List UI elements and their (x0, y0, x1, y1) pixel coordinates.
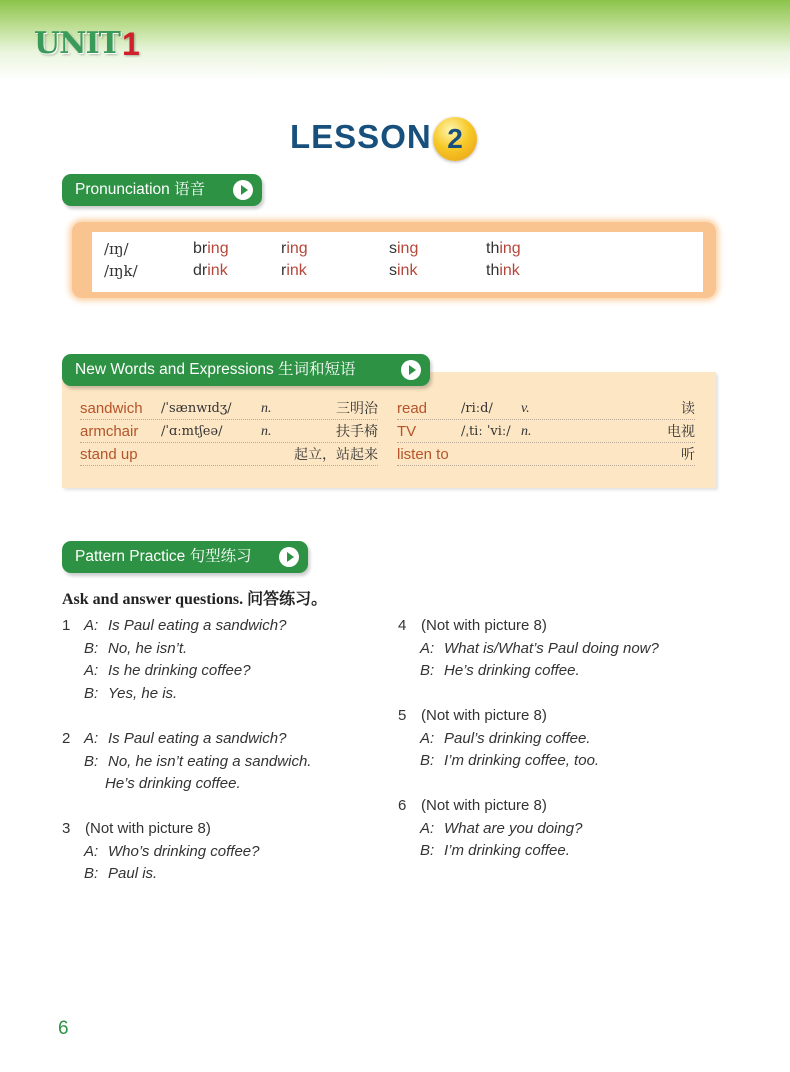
speaker-label: A: (420, 729, 435, 747)
word-sound: ing (286, 240, 308, 257)
play-audio-icon[interactable] (233, 180, 253, 200)
speaker-label: B: (84, 752, 99, 770)
dialogue-text: What are you doing? (444, 819, 583, 837)
vocab-word: read (397, 400, 428, 417)
practice-word (193, 240, 229, 258)
speaker-label: B: (420, 662, 435, 679)
practice-word (281, 240, 308, 258)
unit-number: 1 (122, 26, 140, 62)
word-sound: ing (397, 240, 419, 257)
exercise-number: 4 (398, 617, 407, 634)
exercise-number: 5 (398, 707, 407, 724)
practice-word (486, 240, 521, 258)
play-audio-icon[interactable] (401, 360, 421, 380)
vocab-word: armchair (80, 423, 139, 440)
dialogue-text: He’s drinking coffee. (105, 775, 241, 792)
word-stem: th (486, 262, 500, 279)
vocab-translation: 读 (681, 401, 695, 417)
vocab-word: sandwich (80, 400, 143, 417)
vocab-translation: 起立，站起来 (294, 447, 378, 463)
vocab-translation: 听 (681, 447, 695, 463)
word-stem: dr (193, 262, 208, 279)
page-number: 6 (58, 1018, 69, 1039)
word-stem: r (281, 262, 287, 279)
dialogue-text: I’m drinking coffee. (444, 842, 570, 859)
practice-word (486, 262, 520, 280)
vocab-part-of-speech: v. (521, 401, 530, 416)
speaker-label: B: (84, 865, 99, 882)
word-sound: ink (286, 262, 307, 279)
speaker-label: A: (84, 662, 99, 679)
speaker-label: A: (84, 730, 99, 747)
dialogue-text: Paul’s drinking coffee. (444, 729, 591, 747)
practice-word (389, 240, 418, 258)
pronunciation-table (92, 232, 703, 292)
vocab-phonetic: /ˈsænwɪdʒ/ (161, 401, 232, 416)
vocab-part-of-speech: n. (261, 401, 272, 416)
word-row (80, 422, 378, 443)
word-row (80, 399, 378, 420)
word-row (397, 445, 695, 466)
vocab-phonetic: /ˈɑːmtʃeə/ (161, 424, 223, 439)
unit-label: UNIT (34, 26, 120, 61)
dialogue-text: What is/What’s Paul doing now? (444, 639, 659, 657)
speaker-label: A: (420, 819, 435, 837)
dialogue-text: No, he isn’t. (108, 639, 188, 657)
vocab-phonetic: /riːd/ (461, 401, 493, 416)
speaker-label: A: (420, 639, 435, 657)
exercise-note: (Not with picture 8) (85, 820, 211, 837)
word-stem: r (281, 240, 287, 257)
play-audio-icon[interactable] (279, 547, 299, 567)
speaker-label: A: (84, 617, 99, 634)
exercise-item (398, 795, 718, 915)
vocab-part-of-speech: n. (521, 424, 532, 439)
exercise-item (62, 615, 382, 735)
dialogue-text: Yes, he is. (108, 684, 178, 702)
vocab-translation: 电视 (667, 424, 695, 440)
dialogue-text: Is he drinking coffee? (108, 662, 251, 679)
speaker-label: A: (84, 842, 99, 860)
dialogue-text: Paul is. (108, 865, 158, 882)
speaker-label: B: (84, 684, 99, 702)
exercise-item (62, 818, 382, 938)
dialogue-text: Is Paul eating a sandwich? (108, 617, 287, 634)
exercise-note: (Not with picture 8) (421, 797, 547, 814)
sound-symbol: /ɪŋk/ (104, 262, 138, 280)
exercise-number: 1 (62, 617, 71, 634)
vocab-word: TV (397, 423, 417, 440)
instruction: Ask and answer questions. 问答练习。 (62, 591, 328, 608)
exercise-number: 6 (398, 797, 407, 814)
speaker-label: B: (420, 752, 435, 769)
word-sound: ing (207, 240, 229, 257)
word-row (397, 422, 695, 443)
sound-symbol: /ɪŋ/ (104, 240, 129, 258)
word-row (397, 399, 695, 420)
vocab-phonetic: /ˌtiː ˈviː/ (461, 424, 511, 439)
exercise-note: (Not with picture 8) (421, 617, 547, 634)
speaker-label: B: (420, 842, 435, 859)
pronunciation-title: Pronunciation 语音 (75, 181, 206, 198)
pronunciation-heading (62, 174, 262, 206)
word-row (80, 445, 378, 466)
dialogue-text: Is Paul eating a sandwich? (108, 730, 287, 747)
dialogue-text: I’m drinking coffee, too. (444, 752, 600, 769)
word-stem: s (389, 240, 397, 257)
vocab-translation: 扶手椅 (336, 424, 378, 440)
dialogue-text: He’s drinking coffee. (444, 662, 580, 679)
lesson-number-badge: 2 (433, 117, 477, 161)
practice-word (193, 262, 228, 280)
speaker-label: B: (84, 639, 99, 657)
new-words-box (62, 372, 716, 488)
vocab-part-of-speech: n. (261, 424, 272, 439)
word-sound: ink (207, 262, 228, 279)
practice-word (281, 262, 307, 280)
word-sound: ink (499, 262, 520, 279)
pattern-practice-heading (62, 541, 308, 573)
dialogue-text: No, he isn’t eating a sandwich. (108, 752, 312, 770)
dialogue-text: Who’s drinking coffee? (108, 842, 260, 860)
exercise-number: 3 (62, 820, 71, 837)
word-stem: s (389, 262, 397, 279)
word-sound: ing (499, 240, 521, 257)
pattern-practice-title: Pattern Practice 句型练习 (75, 548, 252, 565)
pronunciation-box (72, 222, 716, 298)
new-words-heading (62, 354, 430, 386)
vocab-translation: 三明治 (336, 401, 378, 417)
word-sound: ink (397, 262, 418, 279)
exercise-note: (Not with picture 8) (421, 707, 547, 724)
exercise-number: 2 (62, 730, 71, 747)
new-words-title: New Words and Expressions 生词和短语 (75, 361, 356, 378)
lesson-title: LESSON (290, 118, 432, 155)
word-stem: th (486, 240, 500, 257)
vocab-word: stand up (80, 446, 138, 463)
practice-word (389, 262, 417, 280)
word-stem: br (193, 240, 208, 257)
vocab-word: listen to (397, 446, 449, 463)
